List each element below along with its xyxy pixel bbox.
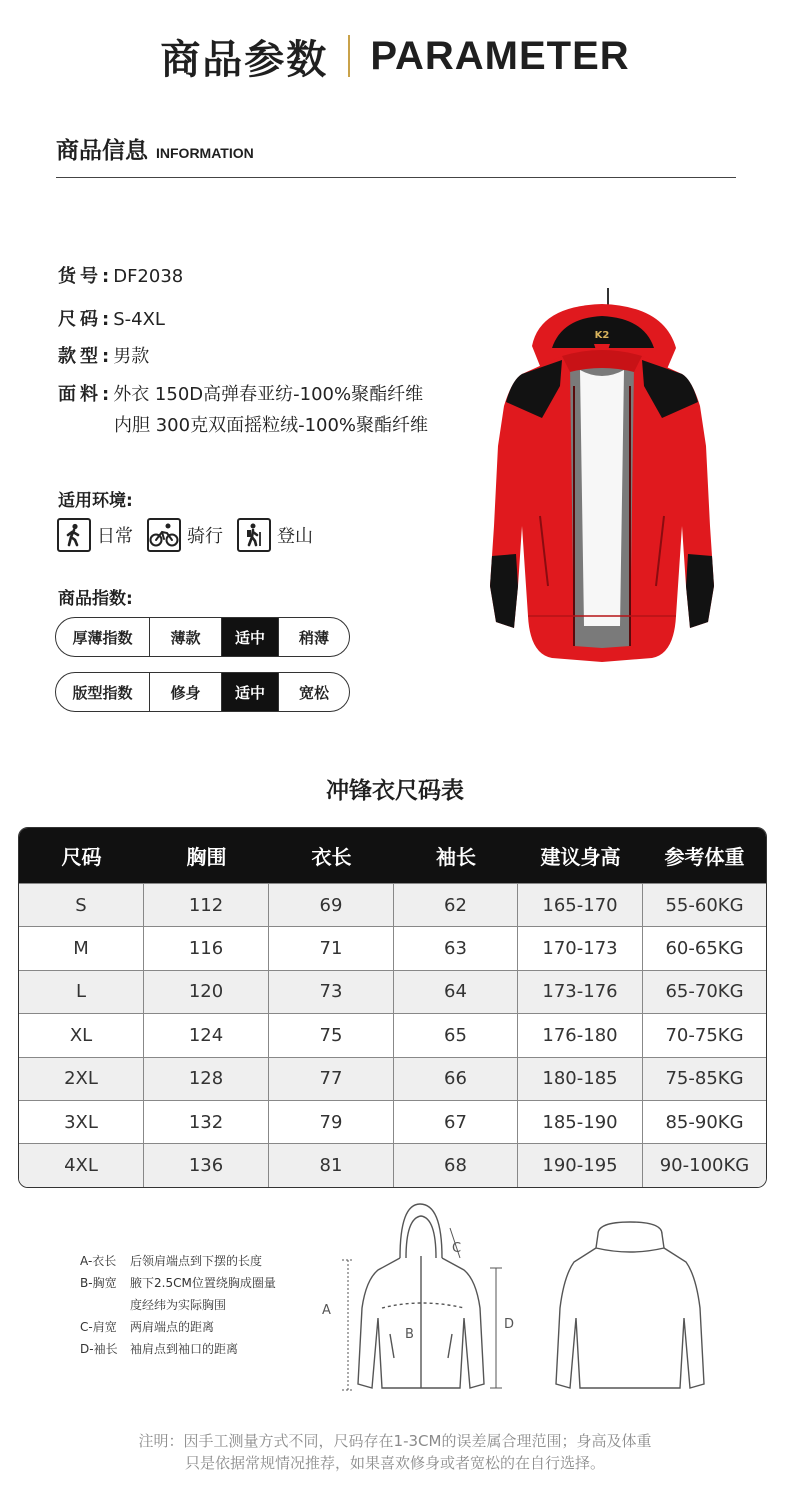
guide-key: A-衣长 (80, 1254, 117, 1268)
size-row (58, 305, 165, 331)
header-cell: 袖长 (436, 845, 476, 869)
table-cell: 176-180 (518, 1014, 643, 1056)
table-cell: 3XL (19, 1101, 144, 1143)
jacket-product-image (452, 286, 748, 670)
info-title-en: INFORMATION (156, 145, 254, 161)
environment-label: 登山 (277, 526, 313, 547)
disclaimer-line-2: 只是依据常规情况推荐，如果喜欢修身或者宽松的在自行选择。 (184, 1454, 605, 1472)
guide-desc: 腋下2.5CM位置绕胸成圈量 (130, 1276, 276, 1290)
table-cell: 79 (269, 1101, 394, 1143)
page-title-cn: 商品参数 (160, 36, 329, 83)
guide-item-sleeve (80, 1340, 238, 1357)
table-row (19, 1013, 766, 1056)
cycling-icon (147, 518, 181, 552)
table-row (19, 1100, 766, 1143)
thickness-index-label: 厚薄指数 (56, 618, 150, 656)
size-table-body (19, 883, 766, 1187)
header-cell: 衣长 (311, 845, 352, 869)
guide-desc: 两肩端点的距离 (130, 1320, 215, 1334)
item-number-value: DF2038 (113, 266, 184, 287)
table-cell: 70-75KG (665, 1024, 744, 1046)
fabric-inner: 内胆 300克双面摇粒绒-100%聚酯纤维 (114, 415, 429, 436)
walking-icon (57, 518, 91, 552)
fabric-outer: 外衣 150D高弹春亚纺-100%聚酯纤维 (113, 384, 424, 405)
guide-desc: 度经纬为实际胸围 (130, 1298, 227, 1312)
table-cell: 69 (269, 884, 394, 926)
table-cell: S (19, 884, 144, 926)
fit-index (55, 672, 350, 712)
header-cell: 胸围 (186, 845, 227, 869)
table-cell: 185-190 (518, 1101, 643, 1143)
thickness-option-thin: 薄款 (150, 618, 222, 656)
info-title-cn: 商品信息 (56, 138, 148, 164)
style-label: 款型: (58, 346, 114, 367)
marker-a: A (322, 1303, 331, 1318)
svg-text:K2: K2 (594, 330, 610, 341)
table-cell: 64 (394, 971, 518, 1013)
table-cell: 75-85KG (665, 1068, 744, 1090)
table-row (19, 1057, 766, 1100)
size-table-header (19, 828, 766, 883)
size-value: S-4XL (113, 309, 165, 330)
guide-desc: 后领肩端点到下摆的长度 (130, 1254, 263, 1268)
table-cell: 124 (144, 1014, 269, 1056)
marker-c: C (452, 1241, 462, 1256)
header-cell: 建议身高 (540, 845, 621, 869)
disclaimer-line-1: 注明：因手工测量方式不同，尺码存在1-3CM的误差属合理范围；身高及体重 (138, 1432, 652, 1450)
marker-b: B (405, 1327, 414, 1342)
item-number-row (58, 262, 183, 288)
header-cell: 尺码 (61, 845, 102, 869)
table-cell: 85-90KG (665, 1111, 744, 1133)
environment-list (57, 518, 327, 552)
guide-item-chest-cont (80, 1296, 226, 1313)
guide-key: C-肩宽 (80, 1320, 117, 1334)
table-cell: 173-176 (518, 971, 643, 1013)
fabric-label: 面料: (58, 384, 114, 405)
guide-item-shoulder (80, 1318, 214, 1335)
guide-item-chest (80, 1274, 276, 1291)
table-cell: 62 (394, 884, 518, 926)
info-section-title (56, 132, 254, 165)
table-cell: 65-70KG (665, 981, 744, 1003)
thickness-index (55, 617, 350, 657)
table-cell: 77 (269, 1058, 394, 1100)
marker-d: D (504, 1317, 515, 1332)
page-header (0, 28, 790, 84)
table-cell: 132 (144, 1101, 269, 1143)
table-cell: 60-65KG (665, 938, 744, 960)
guide-item-length (80, 1252, 262, 1269)
table-cell: 190-195 (518, 1144, 643, 1186)
jacket-back-outline (556, 1222, 704, 1388)
table-cell: 55-60KG (665, 894, 744, 916)
table-cell: 81 (269, 1144, 394, 1186)
size-table-title: 冲锋衣尺码表 (326, 778, 464, 804)
table-cell: 170-173 (518, 927, 643, 969)
table-cell: 67 (394, 1101, 518, 1143)
table-row (19, 883, 766, 926)
table-cell: 165-170 (518, 884, 643, 926)
thickness-option-selected: 适中 (222, 618, 278, 656)
table-cell: 116 (144, 927, 269, 969)
table-cell: 180-185 (518, 1058, 643, 1100)
guide-key: D-袖长 (80, 1342, 118, 1356)
environment-label: 骑行 (187, 526, 223, 547)
fabric-row (58, 380, 423, 406)
size-table (18, 827, 767, 1188)
table-cell: 90-100KG (659, 1155, 750, 1177)
environment-item-cycling (147, 518, 223, 552)
page-title-en: PARAMETER (370, 33, 630, 78)
table-cell: 63 (394, 927, 518, 969)
table-cell: 75 (269, 1014, 394, 1056)
table-cell: 71 (269, 927, 394, 969)
header-cell: 参考体重 (664, 845, 745, 869)
table-cell: L (19, 971, 144, 1013)
section-divider (56, 177, 736, 178)
fit-option-loose: 宽松 (278, 673, 349, 711)
guide-desc: 袖肩点到袖口的距离 (130, 1342, 239, 1356)
measurement-sketch (300, 1198, 710, 1408)
table-cell: 66 (394, 1058, 518, 1100)
jacket-front-outline (358, 1204, 484, 1388)
table-cell: M (19, 927, 144, 969)
hiking-icon (237, 518, 271, 552)
thickness-option-slightly-thin: 稍薄 (278, 618, 349, 656)
table-cell: 73 (269, 971, 394, 1013)
table-cell: 120 (144, 971, 269, 1013)
environment-item-daily (57, 518, 133, 552)
title-divider (348, 35, 350, 77)
fit-option-slim: 修身 (150, 673, 222, 711)
table-cell: 136 (144, 1144, 269, 1186)
table-cell: XL (19, 1014, 144, 1056)
table-cell: 112 (144, 884, 269, 926)
table-cell: 68 (394, 1144, 518, 1186)
table-cell: 65 (394, 1014, 518, 1056)
environment-item-hiking (237, 518, 313, 552)
table-cell: 4XL (19, 1144, 144, 1186)
size-label: 尺码: (58, 309, 114, 330)
style-row (58, 342, 149, 368)
guide-key: B-胸宽 (80, 1276, 117, 1290)
table-cell: 128 (144, 1058, 269, 1100)
table-row (19, 970, 766, 1013)
table-row (19, 926, 766, 969)
style-value: 男款 (113, 346, 150, 367)
table-cell: 2XL (19, 1058, 144, 1100)
fit-option-selected: 适中 (222, 673, 278, 711)
table-row (19, 1143, 766, 1186)
indices-title: 商品指数: (58, 589, 133, 609)
environment-label: 日常 (97, 526, 133, 547)
item-number-label: 货号: (58, 266, 114, 287)
fit-index-label: 版型指数 (56, 673, 150, 711)
environment-title: 适用环境: (58, 491, 133, 511)
